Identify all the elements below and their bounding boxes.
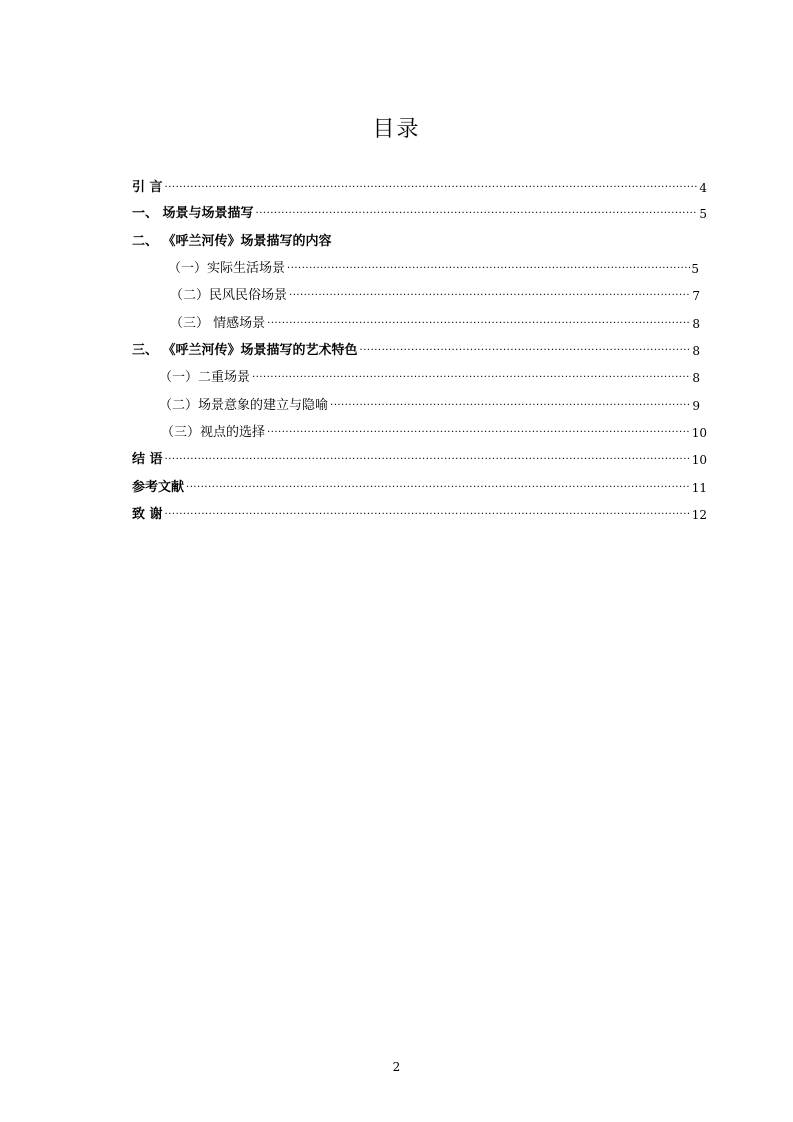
dot-leader (267, 426, 691, 440)
toc-entry-label: （一）实际生活场景 (168, 261, 286, 276)
dot-leader (360, 344, 692, 358)
toc-entry-2-1[interactable] (168, 251, 699, 277)
toc-entry-label: （二）场景意象的建立与隐喻 (159, 398, 329, 413)
toc-entry-intro[interactable] (132, 170, 707, 196)
toc-entry-label: （二）民风民俗场景 (170, 288, 288, 303)
toc-entry-chapter-3[interactable] (132, 333, 700, 359)
dot-leader (287, 262, 690, 276)
dot-leader (289, 289, 691, 303)
toc-entry-label: 结 语 (132, 452, 163, 467)
dot-leader (165, 181, 699, 195)
toc-title: 目录 (372, 117, 421, 142)
toc-entry-3-3[interactable] (161, 415, 707, 441)
dot-leader (252, 371, 691, 385)
toc-entry-label: 三、 《呼兰河传》场景描写的艺术特色 (132, 343, 358, 358)
dot-leader (165, 453, 691, 467)
toc-entry-references[interactable] (132, 470, 707, 496)
toc-entry-page: 5 (699, 207, 707, 221)
toc-entry-page: 8 (692, 344, 700, 358)
toc-entry-label: （一）二重场景 (159, 370, 251, 385)
toc-entry-2-2[interactable] (170, 278, 700, 304)
toc-entry-page: 9 (692, 399, 700, 413)
toc-entry-page: 12 (691, 508, 707, 522)
dot-leader (330, 399, 691, 413)
toc-entry-label: （三）视点的选择 (161, 425, 266, 440)
toc-entry-label: 引 言 (132, 180, 163, 195)
toc-entry-page: 7 (692, 289, 700, 303)
toc-entry-acknowledgements[interactable] (132, 497, 707, 523)
toc-entry-page: 8 (692, 371, 700, 385)
toc-entry-page: 11 (691, 481, 707, 495)
page-number: 2 (392, 1060, 401, 1074)
toc-entry-2-3[interactable] (170, 306, 700, 332)
toc-entry-page: 4 (699, 181, 707, 195)
toc-entry-3-2[interactable] (159, 388, 700, 414)
toc-entry-chapter-1[interactable] (132, 196, 707, 222)
dot-leader (267, 317, 691, 331)
toc-entry-page: 10 (691, 453, 707, 467)
toc-entry-page: 5 (691, 262, 699, 276)
toc-entry-3-1[interactable] (159, 360, 700, 386)
toc-entry-label: 一、 场景与场景描写 (132, 206, 254, 221)
dot-leader (186, 481, 691, 495)
toc-entry-conclusion[interactable] (132, 442, 707, 468)
toc-entry-chapter-2[interactable] (132, 224, 707, 250)
toc-entry-page: 8 (692, 317, 700, 331)
toc-entry-label: 二、 《呼兰河传》场景描写的内容 (132, 234, 332, 249)
toc-entry-page: 10 (691, 426, 707, 440)
toc-entry-label: 参考文献 (132, 480, 185, 495)
toc-entry-label: （三） 情感场景 (170, 316, 266, 331)
toc-entry-label: 致 谢 (132, 507, 163, 522)
dot-leader (165, 508, 691, 522)
dot-leader (256, 207, 699, 221)
